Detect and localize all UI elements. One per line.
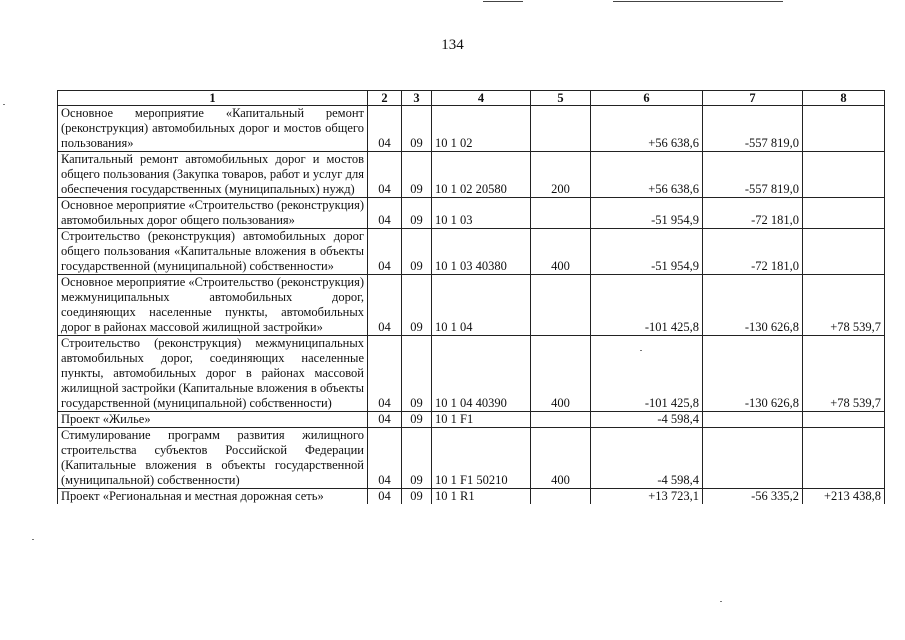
- row-target-code: 10 1 03: [432, 198, 531, 229]
- row-value-6: -101 425,8: [591, 275, 703, 336]
- row-expense-type: 200: [531, 152, 591, 198]
- row-section: 04: [368, 198, 402, 229]
- row-value-6: +56 638,6: [591, 106, 703, 152]
- table-row: [58, 152, 885, 198]
- row-value-8: [803, 198, 885, 229]
- row-value-7: -130 626,8: [703, 336, 803, 412]
- row-subsection: 09: [402, 489, 432, 505]
- row-value-8: [803, 412, 885, 428]
- row-value-7: -557 819,0: [703, 106, 803, 152]
- row-value-8: +78 539,7: [803, 275, 885, 336]
- row-expense-type: 400: [531, 428, 591, 489]
- row-subsection: 09: [402, 229, 432, 275]
- row-target-code: 10 1 04: [432, 275, 531, 336]
- scan-speck: [720, 601, 722, 602]
- row-target-code: 10 1 02 20580: [432, 152, 531, 198]
- row-expense-type: 400: [531, 336, 591, 412]
- column-header: 6: [591, 91, 703, 106]
- table-header-row: [58, 91, 885, 106]
- row-expense-type: [531, 198, 591, 229]
- row-name: Основное мероприятие «Строительство (реконструкция) автомобильных дорог общего пользования»: [58, 198, 368, 229]
- row-section: 04: [368, 229, 402, 275]
- row-value-7: -130 626,8: [703, 275, 803, 336]
- column-header: 5: [531, 91, 591, 106]
- row-name: Проект «Жилье»: [58, 412, 368, 428]
- table-row: [58, 229, 885, 275]
- row-target-code: 10 1 02: [432, 106, 531, 152]
- scan-edge-line: [483, 1, 523, 2]
- column-header: 8: [803, 91, 885, 106]
- row-value-7: [703, 428, 803, 489]
- row-value-6: -4 598,4: [591, 412, 703, 428]
- row-subsection: 09: [402, 412, 432, 428]
- row-value-7: -72 181,0: [703, 229, 803, 275]
- row-name: Стимулирование программ развития жилищного строительства субъектов Российской Федерации (Капитальные вложения в объекты государственной (муниципальной) собственности): [58, 428, 368, 489]
- row-subsection: 09: [402, 106, 432, 152]
- row-name: Основное мероприятие «Строительство (реконструкция) межмуниципальных автомобильных дорог, соединяющих населенные пункты, автомобильных дорог в районах массовой жилищной застройки»: [58, 275, 368, 336]
- row-subsection: 09: [402, 152, 432, 198]
- row-value-8: [803, 428, 885, 489]
- scan-speck: [640, 350, 642, 351]
- row-section: 04: [368, 275, 402, 336]
- row-section: 04: [368, 336, 402, 412]
- row-value-7: [703, 412, 803, 428]
- row-subsection: 09: [402, 428, 432, 489]
- row-expense-type: [531, 412, 591, 428]
- row-target-code: 10 1 R1: [432, 489, 531, 505]
- row-subsection: 09: [402, 198, 432, 229]
- row-target-code: 10 1 04 40390: [432, 336, 531, 412]
- row-target-code: 10 1 03 40380: [432, 229, 531, 275]
- row-value-6: +13 723,1: [591, 489, 703, 505]
- table-row: [58, 336, 885, 412]
- row-value-7: -72 181,0: [703, 198, 803, 229]
- table-row: [58, 412, 885, 428]
- row-section: 04: [368, 412, 402, 428]
- row-section: 04: [368, 428, 402, 489]
- row-expense-type: [531, 275, 591, 336]
- row-value-8: +78 539,7: [803, 336, 885, 412]
- row-value-6: -51 954,9: [591, 198, 703, 229]
- row-value-8: +213 438,8: [803, 489, 885, 505]
- page-number: 134: [441, 37, 464, 53]
- row-value-8: [803, 229, 885, 275]
- table-row: [58, 106, 885, 152]
- row-name: Строительство (реконструкция) автомобильных дорог общего пользования «Капитальные вложения в объекты государственной (муниципальной) собственности»: [58, 229, 368, 275]
- column-header: 2: [368, 91, 402, 106]
- row-value-6: -101 425,8: [591, 336, 703, 412]
- column-header: 7: [703, 91, 803, 106]
- row-name: Капитальный ремонт автомобильных дорог и мостов общего пользования (Закупка товаров, работ и услуг для обеспечения государственных (муниципальных) нужд): [58, 152, 368, 198]
- table-row: [58, 489, 885, 505]
- row-value-8: [803, 106, 885, 152]
- row-expense-type: 400: [531, 229, 591, 275]
- row-value-8: [803, 152, 885, 198]
- row-subsection: 09: [402, 336, 432, 412]
- row-target-code: 10 1 F1: [432, 412, 531, 428]
- row-value-7: -557 819,0: [703, 152, 803, 198]
- scan-speck: [32, 539, 34, 540]
- row-section: 04: [368, 106, 402, 152]
- scan-speck: [3, 104, 5, 105]
- row-section: 04: [368, 489, 402, 505]
- table-row: [58, 428, 885, 489]
- column-header: 1: [58, 91, 368, 106]
- budget-table: [57, 90, 885, 504]
- table-row: [58, 198, 885, 229]
- row-value-6: -4 598,4: [591, 428, 703, 489]
- scan-edge-line: [613, 1, 783, 2]
- row-target-code: 10 1 F1 50210: [432, 428, 531, 489]
- row-expense-type: [531, 106, 591, 152]
- row-name: Проект «Региональная и местная дорожная сеть»: [58, 489, 368, 505]
- row-value-6: -51 954,9: [591, 229, 703, 275]
- row-value-6: +56 638,6: [591, 152, 703, 198]
- row-name: Основное мероприятие «Капитальный ремонт (реконструкция) автомобильных дорог и мостов общего пользования»: [58, 106, 368, 152]
- row-section: 04: [368, 152, 402, 198]
- row-name: Строительство (реконструкция) межмуниципальных автомобильных дорог, соединяющих населенные пункты, автомобильных дорог в районах массовой жилищной застройки (Капитальные вложения в объекты государственной (муниципальной) собственности): [58, 336, 368, 412]
- row-value-7: -56 335,2: [703, 489, 803, 505]
- column-header: 3: [402, 91, 432, 106]
- table-row: [58, 275, 885, 336]
- column-header: 4: [432, 91, 531, 106]
- row-subsection: 09: [402, 275, 432, 336]
- row-expense-type: [531, 489, 591, 505]
